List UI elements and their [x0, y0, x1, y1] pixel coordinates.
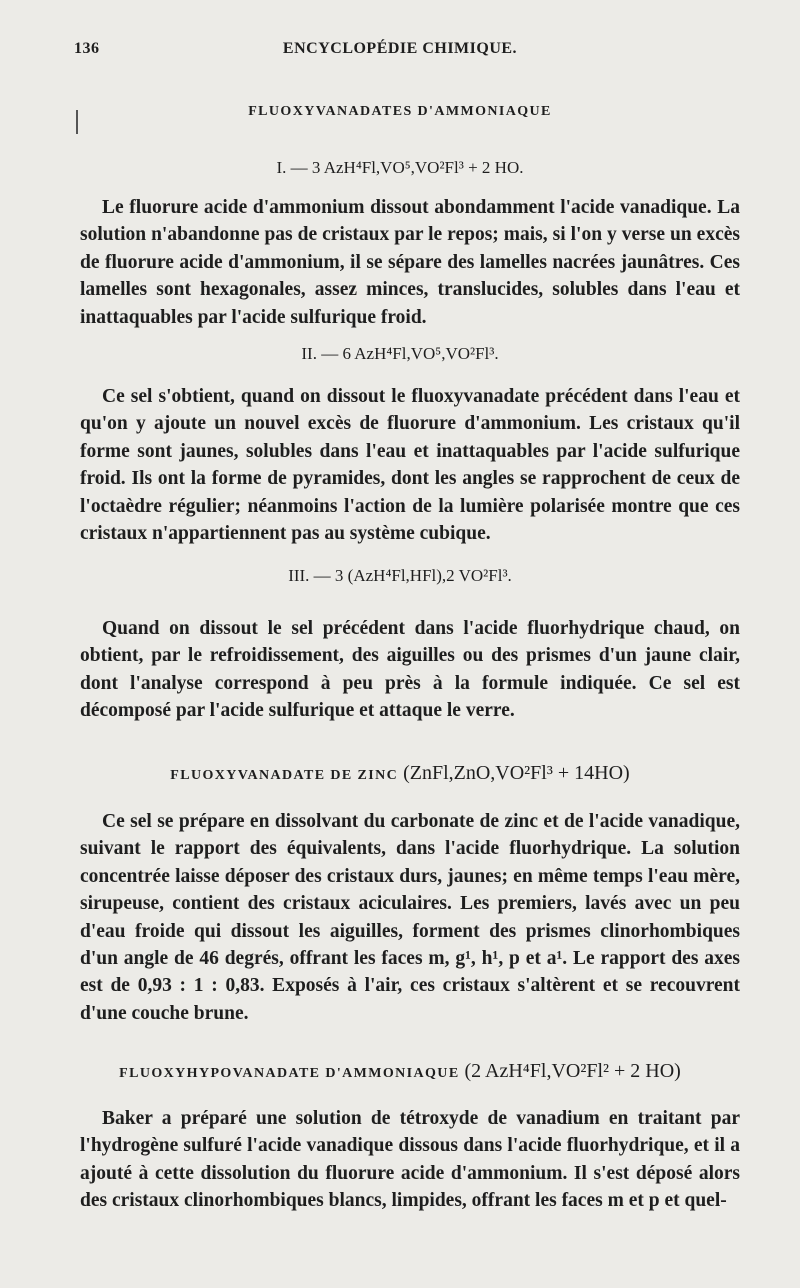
page-number: 136	[74, 40, 100, 57]
running-title: ENCYCLOPÉDIE CHIMIQUE.	[282, 40, 518, 57]
paragraph-1: Le fluorure acide d'ammonium dissout abondamment l'acide vanadique. La solution n'abandonne pas de cristaux par le repos; mais, si l'on y verse un excès de fluorure acide d'ammonium, il se sépare des lamelles nacrées jaunâtres. Ces lamelles sont hexagonales, assez minces, translucides, solubles dans l'eau et inattaquables par l'acide sulfurique froid.	[80, 197, 740, 328]
formula-ii: II. — 6 AzH⁴Fl,VO⁵,VO²Fl³.	[301, 344, 499, 363]
section-title-zinc: FLUOXYVANADATE DE ZINC	[170, 768, 399, 783]
section-heading-fluoxyvanadate-zinc	[74, 762, 726, 785]
section-heading-fluoxyhypovanadate	[74, 1060, 726, 1083]
running-header	[74, 40, 726, 64]
formula-i: I. — 3 AzH⁴Fl,VO⁵,VO²Fl³ + 2 HO.	[276, 158, 524, 177]
section-heading-fluoxyvanadates-ammoniaque: FLUOXYVANADATES D'AMMONIAQUE	[248, 104, 552, 119]
formula-hypovanadate: (2 AzH⁴Fl,VO²Fl² + 2 HO)	[464, 1060, 681, 1082]
section-title-hypovanadate: FLUOXYHYPOVANADATE D'AMMONIAQUE	[119, 1066, 460, 1081]
paragraph-2: Ce sel s'obtient, quand on dissout le fluoxyvanadate précédent dans l'eau et qu'on y ajoute un nouvel excès de fluorure d'ammonium. Les cristaux qu'il forme sont jaunes, solubles dans l'eau et inattaquables par l'acide sulfurique froid. Ils ont la forme de pyramides, dont les angles se rapprochent de ceux de l'octaèdre régulier; néanmoins l'action de la lumière polarisée montre que ces cristaux n'appartiennent pas au système cubique.	[80, 386, 740, 545]
paragraph-4: Ce sel se prépare en dissolvant du carbonate de zinc et de l'acide vanadique, suivant le rapport des équivalents, dans l'acide fluorhydrique. La solution concentrée laisse déposer des cristaux durs, jaunes; en même temps l'eau mère, sirupeuse, contient des cristaux aciculaires. Les premiers, lavés avec un peu d'eau froide qui dissout les aiguilles, forment des prismes clinorhombiques d'un angle de 46 degrés, offrant les faces m, g¹, h¹, p et a¹. Le rapport des axes est de 0,93 : 1 : 0,83. Exposés à l'air, ces cristaux s'altèrent et se recouvrent d'une couche brune.	[80, 811, 740, 1024]
formula-iii: III. — 3 (AzH⁴Fl,HFl),2 VO²Fl³.	[288, 566, 512, 585]
paragraph-5: Baker a préparé une solution de tétroxyde de vanadium en traitant par l'hydrogène sulfuré l'acide vanadique dissous dans l'acide fluorhydrique, et il a ajouté à cette dissolution du fluorure acide d'ammonium. Il s'est déposé alors des cristaux clinorhombiques blancs, limpides, offrant les faces m et p et quel-	[80, 1108, 740, 1212]
formula-zinc: (ZnFl,ZnO,VO²Fl³ + 14HO)	[403, 762, 630, 784]
paragraph-3: Quand on dissout le sel précédent dans l'acide fluorhydrique chaud, on obtient, par le refroidissement, des aiguilles ou des prismes d'un jaune clair, dont l'analyse correspond à peu près à la formule indiquée. Ce sel est décomposé par l'acide sulfurique et attaque le verre.	[80, 618, 740, 722]
